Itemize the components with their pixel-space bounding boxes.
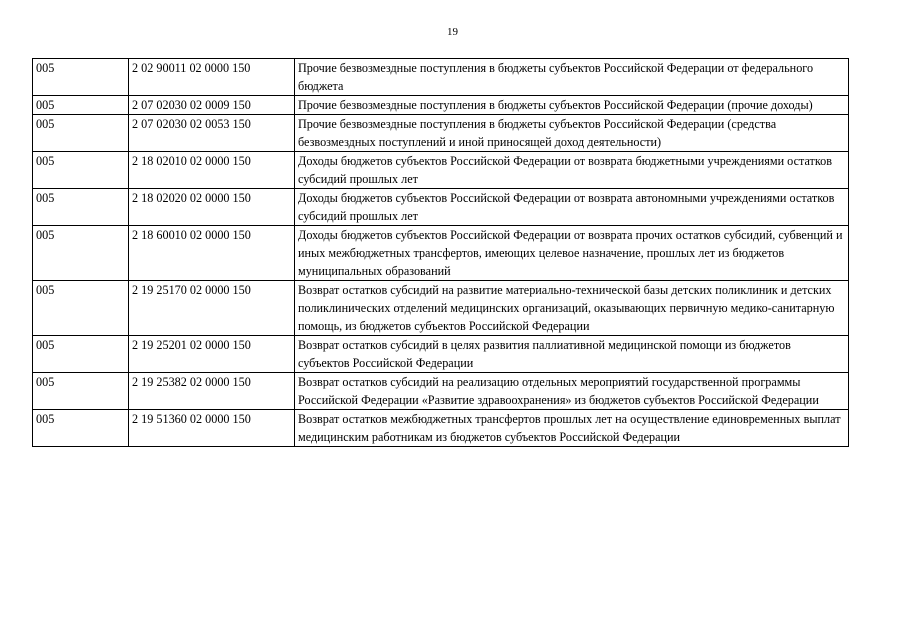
revenue-name-cell: Доходы бюджетов субъектов Российской Федерации от возврата автономными учреждениями остатков субсидий прошлых лет xyxy=(295,189,849,226)
table-row xyxy=(33,59,849,96)
table-row xyxy=(33,410,849,447)
admin-code-cell: 005 xyxy=(33,115,129,152)
budget-code-cell: 2 07 02030 02 0009 150 xyxy=(129,96,295,115)
page-number: 19 xyxy=(447,26,458,38)
admin-code-cell: 005 xyxy=(33,59,129,96)
budget-code-cell: 2 19 25170 02 0000 150 xyxy=(129,281,295,336)
budget-code-cell: 2 18 02020 02 0000 150 xyxy=(129,189,295,226)
budget-code-cell: 2 19 25201 02 0000 150 xyxy=(129,336,295,373)
table-row xyxy=(33,336,849,373)
revenue-name-cell: Возврат остатков субсидий в целях развития паллиативной медицинской помощи из бюджетов субъектов Российской Федерации xyxy=(295,336,849,373)
admin-code-cell: 005 xyxy=(33,152,129,189)
budget-code-cell: 2 02 90011 02 0000 150 xyxy=(129,59,295,96)
admin-code-cell: 005 xyxy=(33,96,129,115)
admin-code-cell: 005 xyxy=(33,373,129,410)
admin-code-cell: 005 xyxy=(33,336,129,373)
revenue-name-cell: Прочие безвозмездные поступления в бюджеты субъектов Российской Федерации от федерального бюджета xyxy=(295,59,849,96)
admin-code-cell: 005 xyxy=(33,281,129,336)
budget-code-cell: 2 07 02030 02 0053 150 xyxy=(129,115,295,152)
table-row xyxy=(33,152,849,189)
table-row xyxy=(33,226,849,281)
budget-code-cell: 2 18 60010 02 0000 150 xyxy=(129,226,295,281)
admin-code-cell: 005 xyxy=(33,189,129,226)
revenue-name-cell: Доходы бюджетов субъектов Российской Федерации от возврата бюджетными учреждениями остатков субсидий прошлых лет xyxy=(295,152,849,189)
revenue-name-cell: Возврат остатков межбюджетных трансфертов прошлых лет на осуществление единовременных выплат медицинским работникам из бюджетов субъектов Российской Федерации xyxy=(295,410,849,447)
revenue-name-cell: Возврат остатков субсидий на развитие материально-технической базы детских поликлиник и детских поликлинических отделений медицинских организаций, оказывающих первичную медико-санитарную помощь, из бюджетов субъектов Российской Федерации xyxy=(295,281,849,336)
revenue-name-cell: Прочие безвозмездные поступления в бюджеты субъектов Российской Федерации (прочие доходы) xyxy=(295,96,849,115)
revenue-table xyxy=(32,58,849,447)
budget-code-cell: 2 19 51360 02 0000 150 xyxy=(129,410,295,447)
revenue-table-body xyxy=(33,59,849,447)
table-row xyxy=(33,281,849,336)
table-row xyxy=(33,96,849,115)
revenue-name-cell: Возврат остатков субсидий на реализацию отдельных мероприятий государственной программы Российской Федерации «Развитие здравоохранения» из бюджетов субъектов Российской Федерации xyxy=(295,373,849,410)
table-row xyxy=(33,189,849,226)
table-row xyxy=(33,373,849,410)
budget-code-cell: 2 18 02010 02 0000 150 xyxy=(129,152,295,189)
revenue-name-cell: Доходы бюджетов субъектов Российской Федерации от возврата прочих остатков субсидий, субвенций и иных межбюджетных трансфертов, имеющих целевое назначение, прошлых лет из бюджетов муниципальных образований xyxy=(295,226,849,281)
table-row xyxy=(33,115,849,152)
admin-code-cell: 005 xyxy=(33,226,129,281)
revenue-name-cell: Прочие безвозмездные поступления в бюджеты субъектов Российской Федерации (средства безвозмездных поступлений и иной приносящей доход деятельности) xyxy=(295,115,849,152)
admin-code-cell: 005 xyxy=(33,410,129,447)
budget-code-cell: 2 19 25382 02 0000 150 xyxy=(129,373,295,410)
